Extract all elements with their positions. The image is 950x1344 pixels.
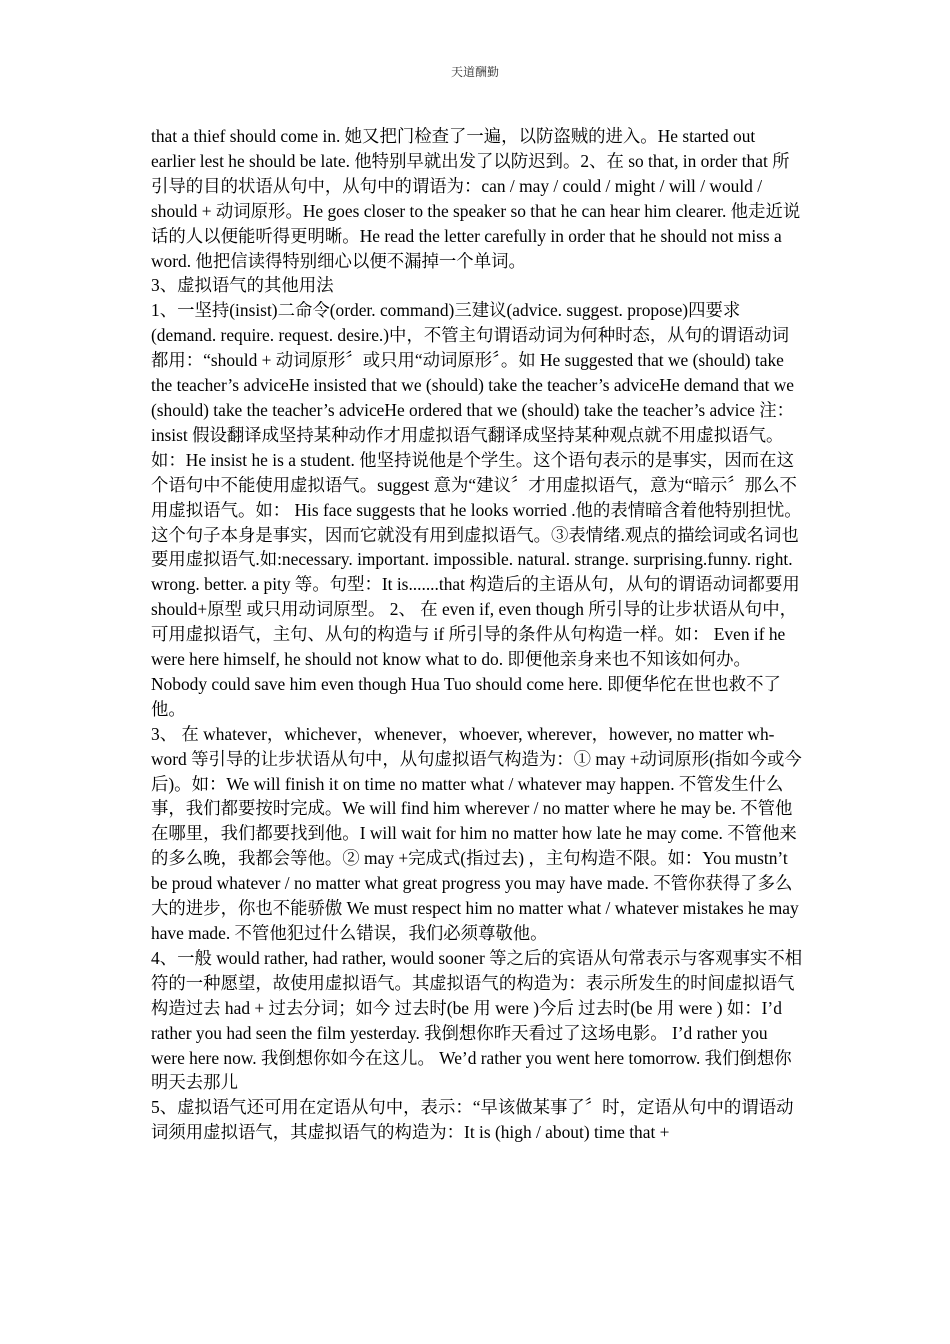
paragraph-insist-order-suggest: 1、一坚持(insist)二命令(order. command)三建议(advice. suggest. propose)四要求(demand. require. request. desire.)中，不管主句谓语动词为何种时态，从句的谓语动词都用：“should + 动词原形〞或只用“动词原形〞。如 He suggested that we (should) take the teacher’s adviceHe insisted that we (should) take the teacher’s adviceHe demand that we (should) take the teacher’s adviceHe ordered that we (should) take the teacher’s advice 注：insist 假设翻译成坚持某种动作才用虚拟语气翻译成坚持某种观点就不用虚拟语气。如：He insist he is a student. 他坚持说他是个学生。这个语句表示的是事实，因而在这个语句中不能使用虚拟语气。suggest 意为“建议〞才用虚拟语气，意为“暗示〞那么不用虚拟语气。如： His face suggests that he looks worried .他的表情暗含着他特别担忧。这个句子本身是事实，因而它就没有用到虚拟语气。③表情绪.观点的描绘词或名词也要用虚拟语气.如:necessary. important. impossible. natural. strange. surprising.funny. right. wrong. better. a pity 等。句型：It is.......that 构造后的主语从句，从句的谓语动词都要用 should+原型 或只用动词原型。 2、 在 even if, even though 所引导的让步状语从句中，可用虚拟语气，主句、从句的构造与 if 所引导的条件从句构造一样。如： Even if he were here himself, he should not know what to do. 即便他亲身来也不知该如何办。Nobody could save him even though Hua Tuo should come here. 即便华佗在世也救不了他。 bbox=[151, 300, 802, 719]
section-heading-other-uses: 3、虚拟语气的其他用法 bbox=[151, 275, 334, 296]
paragraph-attributive-clauses: 5、虚拟语气还可用在定语从句中，表示：“早该做某事了〞时，定语从句中的谓语动词须用虚拟语气，其虚拟语气的构造为：It is (high / about) time that + bbox=[151, 1097, 794, 1143]
page-header: 天道酬勤 bbox=[450, 65, 499, 79]
paragraph-purpose-clauses: that a thief should come in. 她又把门检查了一遍，以防盗贼的进入。He started out earlier lest he should be late. 他特别早就出发了以防迟到。2、在 so that, in order that 所引导的目的状语从句中，从句中的谓语为：can / may / could / might / will / would / should + 动词原形。He goes closer to the speaker so that he can hear him clearer. 他走近说话的人以便能听得更明晰。He read the letter carefully in order that he should not miss a word. 他把信读得特别细心以便不漏掉一个单词。 bbox=[151, 126, 801, 271]
paragraph-concession-clauses: 3、 在 whatever，whichever，whenever，whoever, wherever，however, no matter wh-word 等引导的让步状语从句中，从句虚拟语气构造为：① may +动词原形(指如今或今后)。如：We will finish it on time no matter what / whatever may happen. 不管发生什么事，我们都要按时完成。We will find him wherever / no matter where he may be. 不管他在哪里，我们都要找到他。I will wait for him no matter how late he may come. 不管他来的多么晚，我都会等他。② may +完成式(指过去) ，主句构造不限。如：You mustn’t be proud whatever / no matter what great progress you may have made. 不管你获得了多么大的进步，你也不能骄傲 We must respect him no matter what / whatever mistakes he may have made. 不管他犯过什么错误，我们必须尊敬他。 bbox=[151, 723, 802, 943]
document-body bbox=[151, 124, 803, 1145]
paragraph-would-rather: 4、一般 would rather, had rather, would sooner 等之后的宾语从句常表示与客观事实不相符的一种愿望，故使用虚拟语气。其虚拟语气的构造为：表示所发生的时间虚拟语气构造过去 had + 过去分词；如今 过去时(be 用 were )今后 过去时(be 用 were ) 如：I’d rather you had seen the film yesterday. 我倒想你昨天看过了这场电影。 I’d rather you were here now. 我倒想你如今在这儿。 We’d rather you went here tomorrow. 我们倒想你明天去那儿 bbox=[151, 947, 803, 1093]
